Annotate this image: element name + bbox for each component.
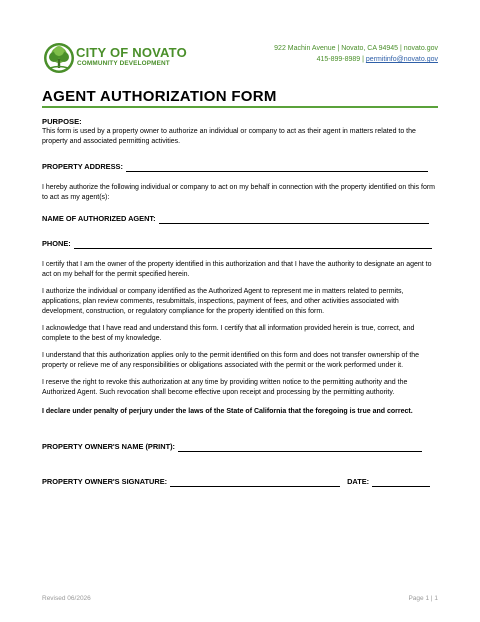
city-logo — [42, 41, 202, 75]
contact-block — [274, 43, 438, 65]
phone-label: PHONE: — [42, 239, 71, 248]
page-number: Page 1 | 1 — [408, 595, 438, 602]
phone-field — [42, 239, 438, 249]
logo-subtitle: COMMUNITY DEVELOPMENT — [77, 60, 170, 67]
tree-logo-icon — [42, 41, 76, 75]
owner-name-input[interactable] — [178, 443, 422, 452]
form-body — [42, 117, 438, 487]
authorize-intro-text: I hereby authorize the following individual or company to act on my behalf in connection with the property identified on this form to act as my agent(s): — [42, 184, 435, 201]
purpose-text: This form is used by a property owner to authorize an individual or company to act as their agent in matters related to the property and associated permitting activities. — [42, 128, 416, 145]
page-title: AGENT AUTHORIZATION FORM — [42, 88, 277, 105]
address-line: 922 Machin Avenue | Novato, CA 94945 | novato.gov — [274, 45, 438, 52]
purpose-heading: PURPOSE: — [42, 117, 82, 126]
phone-number: 415-899-8989 — [316, 56, 361, 63]
phone-email-line — [274, 54, 438, 65]
certify-owner-text: I certify that I am the owner of the property identified in this authorization and that I have the authority to designate an agent to act on my behalf for the permit specified herein. — [42, 261, 432, 278]
property-address-input[interactable] — [126, 163, 428, 172]
owner-signature-input[interactable] — [170, 478, 340, 487]
owner-signature-label: PROPERTY OWNER'S SIGNATURE: — [42, 477, 168, 486]
owner-name-label: PROPERTY OWNER'S NAME (PRINT): — [42, 442, 176, 451]
property-address-field — [42, 162, 438, 172]
property-address-label: PROPERTY ADDRESS: — [42, 162, 123, 171]
owner-name-field — [42, 442, 438, 452]
date-label: DATE: — [347, 477, 370, 486]
owner-signature-field — [42, 477, 438, 487]
declare-text: I declare under penalty of perjury under the laws of the State of California that the foregoing is true and correct. — [42, 408, 413, 415]
understand-text: I understand that this authorization applies only to the permit identified on this form and does not transfer ownership of the property or relieve me of any responsibilities or obligations associated with the permit or the work performed under it. — [42, 352, 420, 369]
logo-title: CITY OF NOVATO — [76, 45, 187, 60]
revoke-text: I reserve the right to revoke this authorization at any time by providing written notice to the permitting authority and the Authorized Agent. Such revocation shall become effective upon receipt and processing by the permitting authority. — [42, 379, 408, 396]
authorized-agent-label: NAME OF AUTHORIZED AGENT: — [42, 214, 156, 223]
email-link[interactable]: permitinfo@novato.gov — [365, 56, 438, 63]
phone-input[interactable] — [74, 240, 432, 249]
authorize-scope-text: I authorize the individual or company identified as the Authorized Agent to represent me in matters related to permits, applications, plan review comments, resubmittals, inspections, payment of fees, and other activities associated with development, construction, or regulatory compliance for the property identified on this form. — [42, 288, 404, 315]
acknowledge-text: I acknowledge that I have read and understand this form. I certify that all information provided herein is true, correct, and complete to the best of my knowledge. — [42, 325, 415, 342]
authorized-agent-field — [42, 214, 438, 224]
title-divider — [42, 106, 438, 108]
revised-date: Revised 06/2026 — [42, 595, 91, 602]
separator: | — [362, 56, 364, 63]
date-input[interactable] — [372, 478, 430, 487]
authorized-agent-input[interactable] — [159, 215, 429, 224]
